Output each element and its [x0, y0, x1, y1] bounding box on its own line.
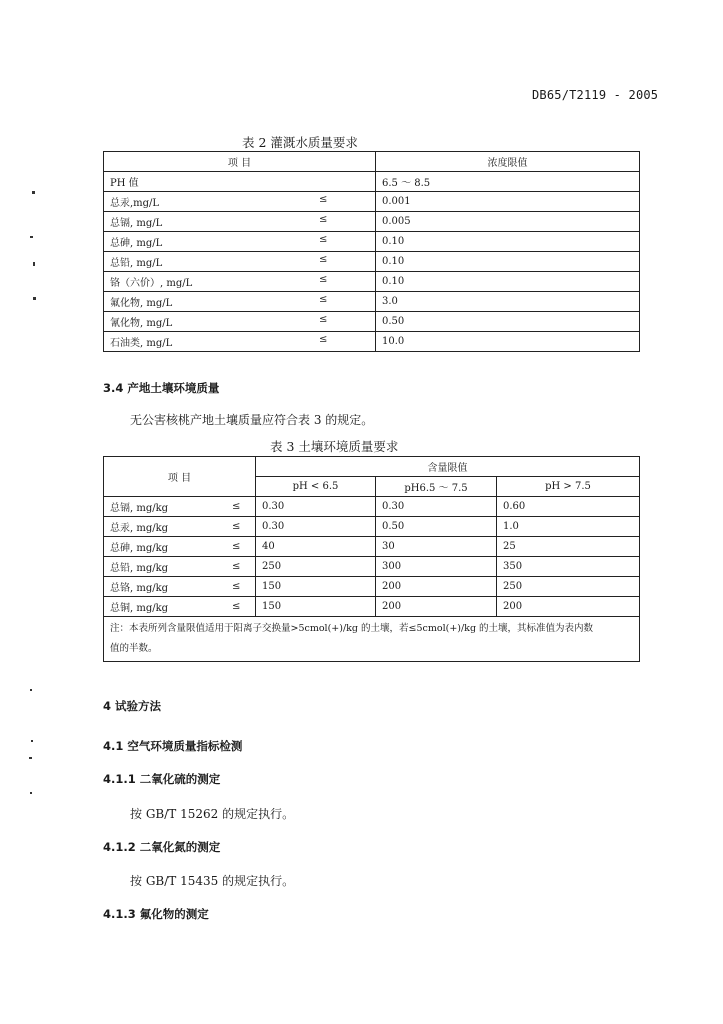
row-value: 10.0 [376, 332, 640, 352]
table-header-group: 含量限值 [256, 457, 640, 477]
section-4-1-heading: 4.1 空气环境质量指标检测 [103, 739, 243, 753]
row-value-ph-mid: 300 [376, 557, 497, 577]
section-4-heading: 4 试验方法 [103, 699, 162, 713]
row-value-ph-high: 25 [497, 537, 640, 557]
row-value-ph-low: 150 [256, 577, 376, 597]
scan-speck [30, 689, 32, 691]
row-value-ph-mid: 200 [376, 597, 497, 617]
section-4-1-3-heading: 4.1.3 氟化物的测定 [103, 907, 209, 921]
table-row [104, 252, 640, 272]
row-symbol: ≤ [319, 294, 328, 305]
row-value: 0.10 [376, 272, 640, 292]
row-item: 总镉, mg/L [110, 218, 163, 229]
row-value: 3.0 [376, 292, 640, 312]
row-item: 总砷, mg/L [110, 238, 163, 249]
row-value-ph-high: 250 [497, 577, 640, 597]
row-value-ph-low: 0.30 [256, 497, 376, 517]
table-note-line1: 注：本表所列含量限值适用于阳离子交换量>5cmol(+)/kg 的土壤，若≤5cmol(+)/kg 的土壤，其标准值为表内数 [110, 623, 594, 634]
row-value-ph-mid: 0.30 [376, 497, 497, 517]
document-id: DB65/T2119 - 2005 [532, 88, 659, 102]
section-3-4-text: 无公害核桃产地土壤质量应符合表 3 的规定。 [130, 413, 374, 427]
table-header-item: 项 目 [104, 457, 256, 497]
row-symbol: ≤ [218, 497, 256, 517]
table-row [104, 292, 640, 312]
row-value-ph-mid: 30 [376, 537, 497, 557]
row-symbol: ≤ [319, 274, 328, 285]
scan-speck [30, 792, 32, 794]
row-value: 0.50 [376, 312, 640, 332]
table-row [104, 597, 640, 617]
row-symbol: ≤ [319, 194, 328, 205]
row-value-ph-mid: 200 [376, 577, 497, 597]
row-symbol: ≤ [218, 517, 256, 537]
table-header-row [104, 152, 640, 172]
row-item: 石油类, mg/L [110, 338, 173, 349]
row-symbol: ≤ [319, 314, 328, 325]
row-item: 氰化物, mg/L [110, 318, 173, 329]
section-3-4-heading: 3.4 产地土壤环境质量 [103, 381, 220, 395]
scan-speck [32, 191, 35, 194]
table-row [104, 212, 640, 232]
row-item: 总汞,mg/L [110, 198, 160, 209]
table-row [104, 557, 640, 577]
table-row [104, 272, 640, 292]
row-value-ph-low: 150 [256, 597, 376, 617]
row-value-ph-low: 0.30 [256, 517, 376, 537]
row-value-ph-high: 0.60 [497, 497, 640, 517]
scan-speck [29, 757, 32, 759]
row-value-ph-high: 200 [497, 597, 640, 617]
row-item: PH 值 [110, 178, 139, 189]
section-4-1-2-text: 按 GB/T 15435 的规定执行。 [130, 874, 295, 888]
row-item: 总铅, mg/L [110, 258, 163, 269]
row-value-ph-low: 250 [256, 557, 376, 577]
sub-col-ph-mid: pH6.5 ～ 7.5 [376, 477, 497, 497]
row-symbol: ≤ [319, 254, 328, 265]
table-row [104, 332, 640, 352]
scan-speck [33, 262, 35, 266]
sub-col-ph-low: pH < 6.5 [256, 477, 376, 497]
section-4-1-2-heading: 4.1.2 二氧化氮的测定 [103, 840, 221, 854]
row-value: 0.005 [376, 212, 640, 232]
row-value-ph-high: 350 [497, 557, 640, 577]
table-row [104, 517, 640, 537]
irrigation-water-table [103, 151, 640, 352]
row-symbol: ≤ [319, 234, 328, 245]
row-item: 总铜, mg/kg [104, 597, 218, 617]
scan-speck [31, 740, 33, 742]
row-value: 0.10 [376, 232, 640, 252]
table-note-row [104, 617, 640, 662]
table-header-row [104, 457, 640, 477]
row-value-ph-high: 1.0 [497, 517, 640, 537]
row-symbol: ≤ [319, 334, 328, 345]
table-note-line2: 值的半数。 [110, 643, 158, 654]
scan-speck [33, 297, 36, 300]
row-symbol: ≤ [319, 214, 328, 225]
row-item: 总镉, mg/kg [104, 497, 218, 517]
row-value: 0.10 [376, 252, 640, 272]
table-row [104, 232, 640, 252]
row-item: 总砷, mg/kg [104, 537, 218, 557]
row-symbol: ≤ [218, 597, 256, 617]
row-value: 6.5 ～ 8.5 [376, 172, 640, 192]
row-value-ph-mid: 0.50 [376, 517, 497, 537]
sub-col-ph-high: pH > 7.5 [497, 477, 640, 497]
row-symbol: ≤ [218, 557, 256, 577]
table2-caption: 表 2 灌溉水质量要求 [242, 135, 358, 150]
section-4-1-1-heading: 4.1.1 二氧化硫的测定 [103, 772, 221, 786]
row-value-ph-low: 40 [256, 537, 376, 557]
row-item: 氟化物, mg/L [110, 298, 173, 309]
table-row [104, 537, 640, 557]
table-row [104, 192, 640, 212]
table-header-item: 项 目 [104, 152, 376, 172]
row-symbol: ≤ [218, 537, 256, 557]
row-item: 总铅, mg/kg [104, 557, 218, 577]
row-item: 总汞, mg/kg [104, 517, 218, 537]
row-symbol: ≤ [218, 577, 256, 597]
table-row [104, 497, 640, 517]
table-header-limit: 浓度限值 [376, 152, 640, 172]
row-item: 总铬, mg/kg [104, 577, 218, 597]
table-row [104, 312, 640, 332]
row-value: 0.001 [376, 192, 640, 212]
row-item: 铬（六价）, mg/L [110, 278, 193, 289]
section-4-1-1-text: 按 GB/T 15262 的规定执行。 [130, 807, 295, 821]
table-row [104, 577, 640, 597]
soil-quality-table [103, 456, 640, 662]
table-row [104, 172, 640, 192]
scan-speck [30, 236, 33, 238]
table3-caption: 表 3 土壤环境质量要求 [270, 439, 399, 454]
